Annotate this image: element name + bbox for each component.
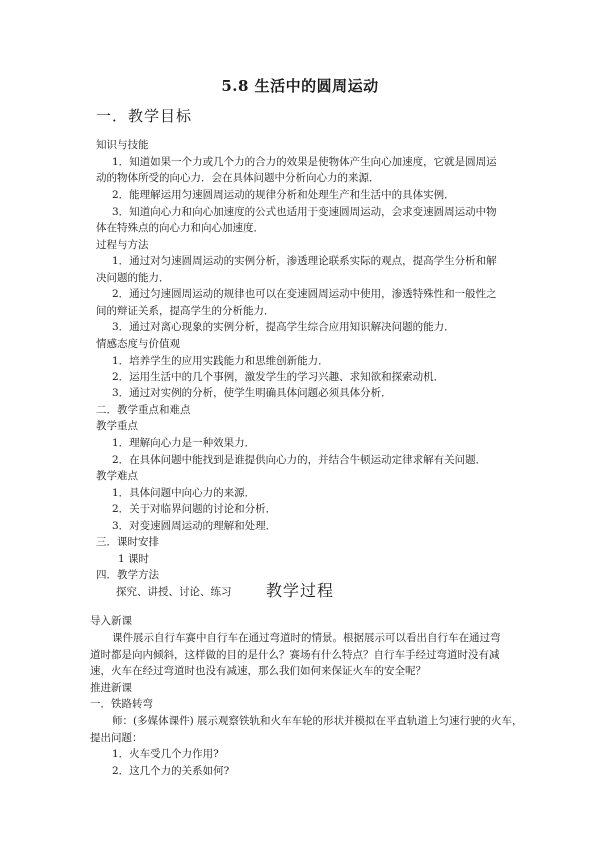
paragraph-line: 2．通过匀速圆周运动的规律也可以在变速圆周运动中使用，渗透特殊性和一般性之 — [112, 288, 497, 300]
paragraph-line: 2．能理解运用匀速圆周运动的规律分析和处理生产和生活中的具体实例． — [112, 189, 455, 201]
subheading-intro: 导入新课 — [90, 615, 132, 627]
subheading-new-lesson: 推进新课 — [90, 682, 132, 694]
paragraph-line: 师：(多媒体课件) 展示观察铁轨和火车车轮的形状并模拟在平直轨道上匀速行驶的火车， — [112, 715, 523, 727]
paragraph-line: 速，火车在经过弯道时也没有减速，那么我们如何来保证火车的安全呢？ — [90, 665, 426, 677]
paragraph-line: 动的物体所受的向心力．会在具体问题中分析向心力的来源． — [96, 172, 380, 184]
section-heading-methods: 四．教学方法 — [96, 569, 159, 581]
list-item: 3．对变速圆周运动的理解和处理． — [112, 520, 277, 532]
page-title: 5.8 生活中的圆周运动 — [221, 77, 379, 95]
list-item: 1．具体问题中向心力的来源． — [112, 487, 256, 499]
subheading-emotion: 情感态度与价值观 — [96, 338, 180, 350]
list-item: 2．关于对临界问题的讨论和分析． — [112, 503, 277, 515]
list-item: 2．在具体问题中能找到是谁提供向心力的，并结合牛顿运动定律求解有关问题． — [112, 454, 487, 466]
paragraph-line: 道时都是向内倾斜，这样做的目的是什么？赛场有什么特点？自行车手经过弯道时没有减 — [90, 649, 500, 661]
paragraph-line: 课件展示自行车赛中自行车在通过弯道时的情景。根据展示可以看出自行车在通过弯 — [112, 632, 501, 644]
subheading-key-points: 教学重点 — [96, 420, 138, 432]
paragraph-line: 体在特殊点的向心力和向心加速度． — [96, 222, 264, 234]
list-item: 1．火车受几个力作用? — [112, 748, 219, 760]
list-item: 2．这几个力的关系如何? — [112, 765, 230, 777]
subheading-process: 过程与方法 — [96, 239, 149, 251]
section-heading-hours: 三．课时安排 — [96, 536, 159, 548]
list-item: 3．通过对实例的分析，使学生明确具体问题必须具体分析． — [112, 387, 392, 399]
section-heading-objectives: 一．教学目标 — [96, 107, 193, 125]
paragraph-line: 1．知道如果一个力或几个力的合力的效果是使物体产生向心加速度，它就是圆周运 — [112, 156, 497, 168]
methods-value: 探究、讲授、讨论、练习 — [116, 586, 232, 598]
subheading-knowledge: 知识与技能 — [96, 139, 149, 151]
paragraph-line: 提出问题： — [90, 732, 143, 744]
paragraph-line: 决问题的能力． — [96, 272, 170, 284]
section-title-process: 教学过程 — [265, 581, 334, 600]
paragraph-line: 3．知道向心力和向心加速度的公式也适用于变速圆周运动，会求变速圆周运动中物 — [112, 206, 497, 218]
paragraph-line: 3．通过对离心现象的实例分析，提高学生综合应用知识解决问题的能力． — [112, 321, 455, 333]
paragraph-line: 间的辩证关系，提高学生的分析能力． — [96, 305, 275, 317]
list-item: 1．培养学生的应用实践能力和思维创新能力． — [112, 355, 329, 367]
subheading-railway-turn: 一．铁路转弯 — [90, 698, 153, 710]
section-heading-focus: 二．教学重点和难点 — [96, 404, 191, 416]
subheading-difficulties: 教学难点 — [96, 470, 138, 482]
list-item: 1．理解向心力是一种效果力． — [112, 437, 256, 449]
hours-value: 1 课时 — [118, 553, 150, 565]
list-item: 2．运用生活中的几个事例，激发学生的学习兴趣、求知欲和探索动机． — [112, 371, 445, 383]
paragraph-line: 1．通过对匀速圆周运动的实例分析，渗透理论联系实际的观点，提高学生分析和解 — [112, 255, 497, 267]
